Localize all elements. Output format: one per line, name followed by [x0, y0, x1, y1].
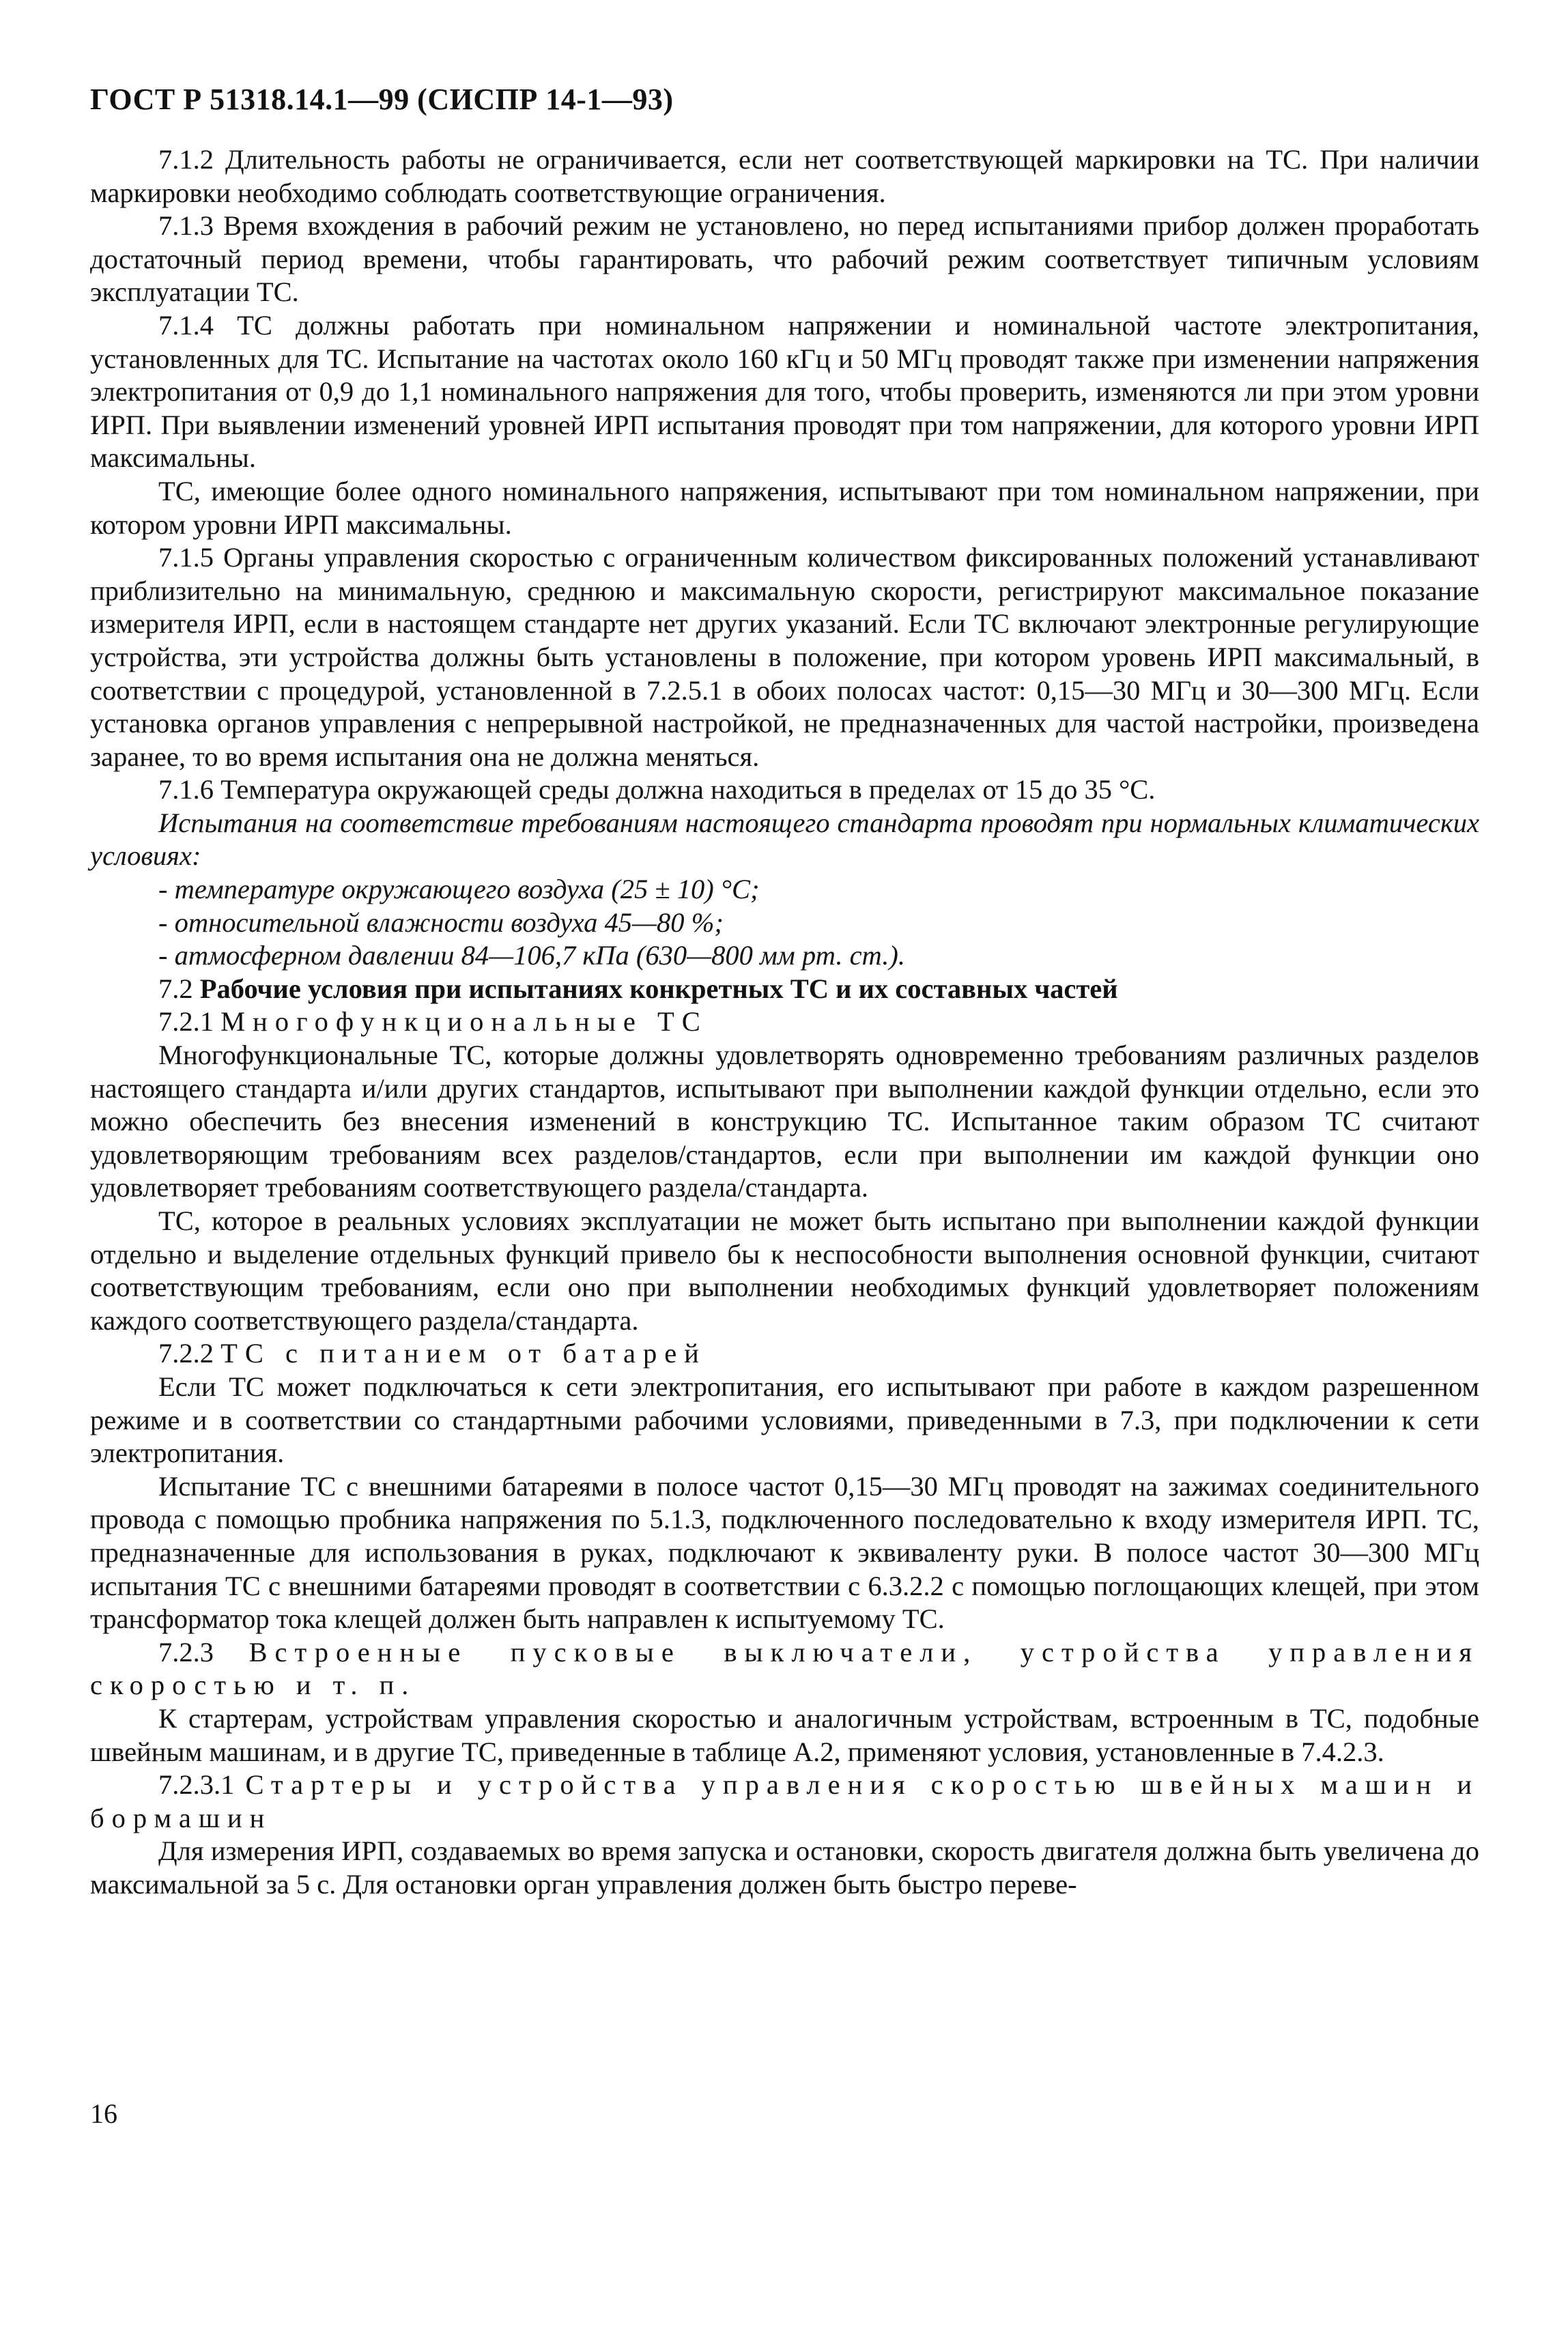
- subsection-number: 7.2.1: [158, 1006, 214, 1038]
- list-item-pressure: - атмосферном давлении 84—106,7 кПа (630—800 мм рт. ст.).: [158, 940, 906, 971]
- subsection-number: 7.2.2: [158, 1338, 214, 1369]
- subsection-title: Стартеры и устройства управления скоростью швейных машин и бормашин: [90, 1769, 1479, 1833]
- paragraph-7-1-5: 7.1.5 Органы управления скоростью с ограниченным количеством фиксированных положений устанавливают приблизительно на минимальную, среднюю и максимальную скорости, регистрируют максимальное показание измерителя ИРП, если в настоящем стандарте нет других указаний. Если ТС включают электронные регулирующие устройства, эти устройства должны быть установлены в положение, при котором уровень ИРП максимальный, в соответствии с процедурой, установленной в 7.2.5.1 в обоих полосах частот: 0,15—30 МГц и 30—300 МГц. Если установка органов управления с непрерывной настройкой, не предназначенных для частой настройки, произведена заранее, то во время испытания она не должна меняться.: [90, 542, 1479, 772]
- subsection-heading-7-2-3: [90, 1636, 1479, 1702]
- paragraph-mains-connection: Если ТС может подключаться к сети электропитания, его испытывают при работе в каждом разрешенном режиме и в соответствии со стандартными рабочими условиями, приведенными в 7.3, при подключении к сети электропитания.: [90, 1371, 1479, 1469]
- paragraph-climate-conditions: Испытания на соответствие требованиям настоящего стандарта проводят при нормальных климатических условиях:: [90, 807, 1479, 872]
- paragraph-multifunction: Многофункциональные ТС, которые должны удовлетворять одновременно требованиям различных разделов настоящего стандарта и/или других стандартов, испытывают при выполнении каждой функции отдельно, если это можно обеспечить без внесения изменений в конструкцию ТС. Испытанное таким образом ТС считают удовлетворяющим требованиям всех разделов/стандартов, если при выполнении им каждой функции оно удовлетворяет требованиям соответствующего раздела/стандарта.: [90, 1040, 1479, 1203]
- paragraph-emi-measurement: Для измерения ИРП, создаваемых во время запуска и остановки, скорость двигателя должна быть увеличена до максимальной за 5 с. Для остановки орган управления должен быть быстро переве-: [90, 1835, 1479, 1900]
- paragraph-7-1-4: 7.1.4 ТС должны работать при номинальном напряжении и номинальной частоте электропитания, установленных для ТС. Испытание на частотах около 160 кГц и 50 МГц проводят также при изменении напряжения электропитания от 0,9 до 1,1 номинального напряжения для того, чтобы проверить, изменяются ли при этом уровни ИРП. При выявлении изменений уровней ИРП испытания проводят при том напряжении, для которого уровни ИРП максимальны.: [90, 309, 1479, 474]
- document-body: [90, 143, 1479, 1901]
- subsection-title: Многофункциональные ТС: [220, 1006, 708, 1038]
- document-header: ГОСТ Р 51318.14.1—99 (СИСПР 14-1—93): [90, 83, 674, 116]
- subsection-heading-7-2-2: [90, 1337, 1479, 1371]
- paragraph-7-1-2: 7.1.2 Длительность работы не ограничивается, если нет соответствующей маркировки на ТС. При наличии маркировки необходимо соблюдать соответствующие ограничения.: [90, 144, 1479, 208]
- subsection-number: 7.2.3.1: [158, 1769, 235, 1801]
- page-number: 16: [90, 2098, 117, 2129]
- subsection-title: Встроенные пусковые выключатели, устройства управления скоростью и т. п.: [90, 1636, 1479, 1701]
- subsection-number: 7.2.3: [158, 1636, 214, 1668]
- section-heading-7-2: [90, 973, 1479, 1006]
- subsection-title: ТС с питанием от батарей: [220, 1338, 707, 1369]
- section-title: Рабочие условия при испытаниях конкретных ТС и их составных частей: [199, 973, 1118, 1004]
- section-number: 7.2: [158, 973, 193, 1004]
- paragraph-ts-voltage: ТС, имеющие более одного номинального напряжения, испытывают при том номинальном напряжении, при котором уровни ИРП максимальны.: [90, 475, 1479, 540]
- subsection-heading-7-2-1: [90, 1005, 1479, 1039]
- list-item-humidity: - относительной влажности воздуха 45—80 %;: [158, 906, 724, 938]
- paragraph-7-1-3: 7.1.3 Время вхождения в рабочий режим не установлено, но перед испытаниями прибор должен проработать достаточный период времени, чтобы гарантировать, что рабочий режим соответствует типичным условиям эксплуатации ТС.: [90, 210, 1479, 308]
- list-item-temperature: - температуре окружающего воздуха (25 ± 10) °С;: [158, 874, 760, 905]
- paragraph-external-batteries: Испытание ТС с внешними батареями в полосе частот 0,15—30 МГц проводят на зажимах соединительного провода с помощью пробника напряжения по 5.1.3, подключенного последовательно к входу измерителя ИРП. ТС, предназначенные для использования в руках, подключают к эквиваленту руки. В полосе частот 30—300 МГц испытания ТС с внешними батареями проводят в соответствии с 6.3.2.2 с помощью поглощающих клещей, при этом трансформатор тока клещей должен быть направлен к испытуемому ТС.: [90, 1470, 1479, 1635]
- paragraph-7-1-6: 7.1.6 Температура окружающей среды должна находиться в пределах от 15 до 35 °С.: [158, 774, 1156, 805]
- subsection-heading-7-2-3-1: [90, 1769, 1479, 1835]
- paragraph-starters: К стартерам, устройствам управления скоростью и аналогичным устройствам, встроенным в ТС, подобные швейным машинам, и в другие ТС, приведенные в таблице А.2, применяют условия, установленные в 7.4.2.3.: [90, 1702, 1479, 1767]
- paragraph-multifunction-2: ТС, которое в реальных условиях эксплуатации не может быть испытано при выполнении каждой функции отдельно и выделение отдельных функций привело бы к неспособности выполнения основной функции, считают соответствующим требованиям, если оно при выполнении необходимых функций удовлетворяет положениям каждого соответствующего раздела/стандарта.: [90, 1205, 1479, 1336]
